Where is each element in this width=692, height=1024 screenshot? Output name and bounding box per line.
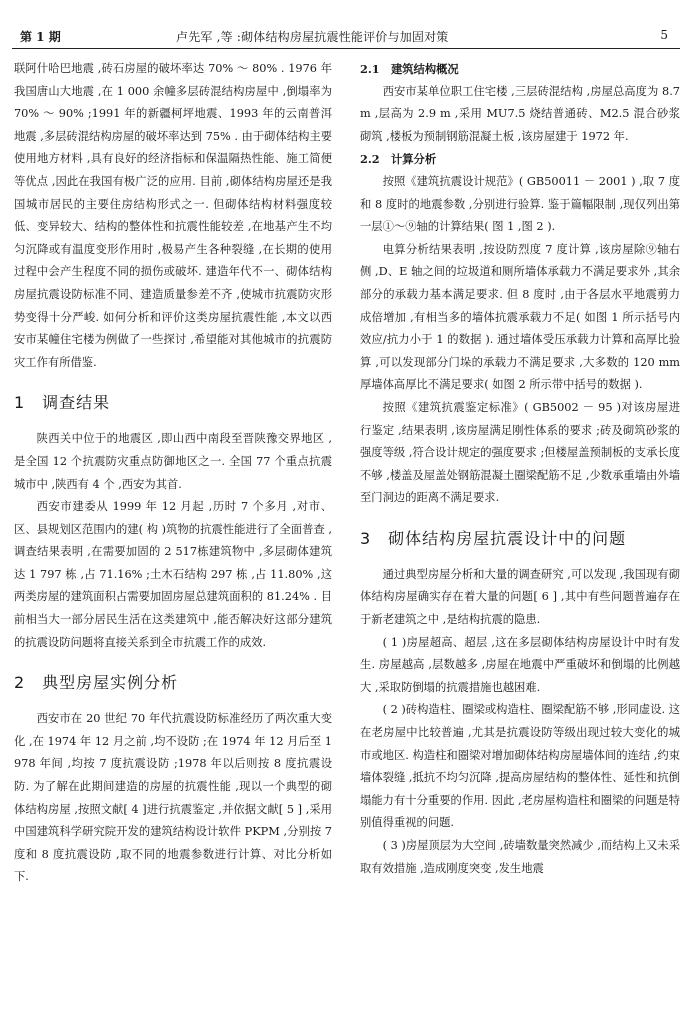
journal-issue: 第 1 期 <box>20 30 61 44</box>
section-2-heading: 2 典型房屋实例分析 <box>14 673 179 693</box>
section-3-paragraph-2: ( 1 )房屋超高、超层 ,这在多层砌体结构房屋设计中时有发生. 房屋越高 ,层数越多 ,房屋在地震中严重破坏和倒塌的比例越大 ,采取防倒塌的抗震措施也越困难. <box>360 635 680 694</box>
section-1-paragraph-1: 陕西关中位于的地震区 ,即山西中南段至晋陕豫交界地区 ,是全国 12 个抗震防灾重点防御地区之一. 全国 77 个重点抗震城市中 ,陕西有 4 个 ,西安为其首. <box>14 432 332 491</box>
subsection-2-1-paragraph: 西安市某单位职工住宅楼 ,三层砖混结构 ,房屋总高度为 8.7 m ,层高为 2.9 m ,采用 MU7.5 烧结普通砖、M2.5 混合砂浆砌筑 ,楼板为预制钢筋混凝土板 ,该房屋建于 1972 年. <box>360 84 680 143</box>
right-column <box>360 58 680 1018</box>
section-3-paragraph-3: ( 2 )砖构造柱、圈梁或构造柱、圈梁配筋不够 ,形同虚设. 这在老房屋中比较普遍 ,尤其是抗震设防等级出现过较大变化的城市或地区. 构造柱和圈梁对增加砌体结构房屋墙体间的连结 ,约束墙体裂缝 ,抵抗不均匀沉降 ,提高房屋结构的整体性、延性和抗倒塌能力有十分重要的作用. 因此 ,老房屋构造柱和圈梁的问题是特别值得重视的问题. <box>360 703 680 830</box>
page-number: 5 <box>660 28 668 42</box>
subsection-2-2-paragraph-1: 按照《建筑抗震设计规范》( GB50011 － 2001 ) ,取 7 度和 8 度时的地震参数 ,分别进行验算. 鉴于篇幅限制 ,现仅列出第一层①～⑨轴的计算结果( 图 1 ,图 2 ). <box>360 174 680 234</box>
section-3-paragraph-1: 通过典型房屋分析和大量的调查研究 ,可以发现 ,我国现有砌体结构房屋确实存在着大量的问题[ 6 ] ,其中有些问题普遍存在于新老建筑之中 ,是结构抗震的隐患. <box>360 567 680 627</box>
section-1-heading: 1 调查结果 <box>14 393 111 413</box>
section-3-heading: 3 砌体结构房屋抗震设计中的问题 <box>360 528 627 548</box>
intro-paragraph: 联阿什哈巴地震 ,砖石房屋的破坏率达 70% ～ 80% . 1976 年我国唐山大地震 ,在 1 000 余幢多层砖混结构房屋中 ,倒塌率为 70% ～ 90% ;1991 年的新疆柯坪地震、1993 年的云南普洱地震 ,多层砖混结构房屋的破坏率达到 75% . 由于砌体结构主要使用地方材料 ,具有良好的经济指标和保温隔热性能、施工简便等优点 ,因此在我国有极广泛的应用. 目前 ,砌体结构房屋还是我国城市居民的主要住房结构形式之一. 但砌体结构材料强度较低、变异较大、结构的整体性和抗震性能较差 ,在地基产生不均匀沉降或有温度变形作用时 ,极易产生各种裂缝 ,在长期的使用过程中会产生程度不同的损伤或破坏. 建造年代不一、砌体结构房屋抗震设防标准不同、建造质量参差不齐 ,使城市抗震防灾形势变得十分严峻. 如何分析和评价这类房屋抗震性能 ,本文以西安市某幢住宅楼为例做了一些探讨 ,希望能对其他城市的抗震防灾工作有所借鉴. <box>14 62 332 369</box>
subsection-2-2-heading: 2.2 计算分析 <box>360 152 437 167</box>
subsection-2-2-paragraph-2: 电算分析结果表明 ,按设防烈度 7 度计算 ,该房屋除⑨轴右侧 ,D、E 轴之间的垃圾道和厕所墙体承载力不满足要求外 ,其余部分的承载力基本满足要求. 但 8 度时 ,由于各层水平地震剪力成倍增加 ,有相当多的墙体抗震承载力不足( 如图 1 所示括号内效应/抗力小于 1 的数据 ). 通过墙体受压承载力计算和高厚比验算 ,可以发现部分门垛的承载力不满足要求 ,大多数的 120 mm 厚墙体高厚比不满足要求( 如图 2 所示带中括号的数据 ). <box>360 242 680 392</box>
page-header <box>0 0 692 44</box>
header-rule <box>12 48 680 49</box>
subsection-2-2-paragraph-3: 按照《建筑抗震鉴定标准》( GB5002 － 95 )对该房屋进行鉴定 ,结果表明 ,该房屋满足刚性体系的要求 ;砖及砌筑砂浆的强度等级 ,符合设计规定的强度要求 ;但楼屋盖预制板的支承长度不够 ,楼盖及屋盖处钢筋混凝土圈梁配筋不足 ,少数承重墙由外墙至门洞边的距离不满足要求. <box>360 400 680 505</box>
section-1-paragraph-2: 西安市建委从 1999 年 12 月起 ,历时 7 个多月 ,对市、区、县规划区范围内的建( 构 )筑物的抗震性能进行了全面普查 ,调查结果表明 ,在需要加固的 2 517栋建筑物中 ,多层砌体建筑达 1 797 栋 ,占 71.16% ;土木石结构 297 栋 ,占 11.80% ,这两类房屋的建筑面积占需要加固房屋总建筑面积的 81.24% . 目前相当大一部分居民生活在这类建筑中 ,能否解决好这部分建筑的抗震设防问题将直接关系到全市抗震工作的成效. <box>14 500 332 649</box>
running-title: 卢先军 ,等 :砌体结构房屋抗震性能评价与加固对策 <box>176 30 449 44</box>
subsection-2-1-heading: 2.1 建筑结构概况 <box>360 62 459 76</box>
section-2-paragraph-1: 西安市在 20 世纪 70 年代抗震设防标准经历了两次重大变化 ,在 1974 年 12 月之前 ,均不设防 ;在 1974 年 12 月后至 1978 年间 ,均按 7 度抗震设防 ;1978 年以后则按 8 度抗震设防. 为了解在此期间建造的房屋的抗震性能 ,现以一个典型的砌体结构房屋 ,按照文献[ 4 ]进行抗震鉴定 ,并依据文献[ 5 ] ,采用中国建筑科学研究院开发的建筑结构设计软件 PKPM ,分别按 7 度和 8 度抗震设防 ,取不同的地震参数进行计算、对比分析如下. <box>14 712 332 884</box>
section-3-paragraph-4: ( 3 )房屋顶层为大空间 ,砖墙数量突然减少 ,而结构上又未采取有效措施 ,造成刚度突变 ,发生地震 <box>360 839 680 875</box>
left-column <box>14 58 332 1018</box>
